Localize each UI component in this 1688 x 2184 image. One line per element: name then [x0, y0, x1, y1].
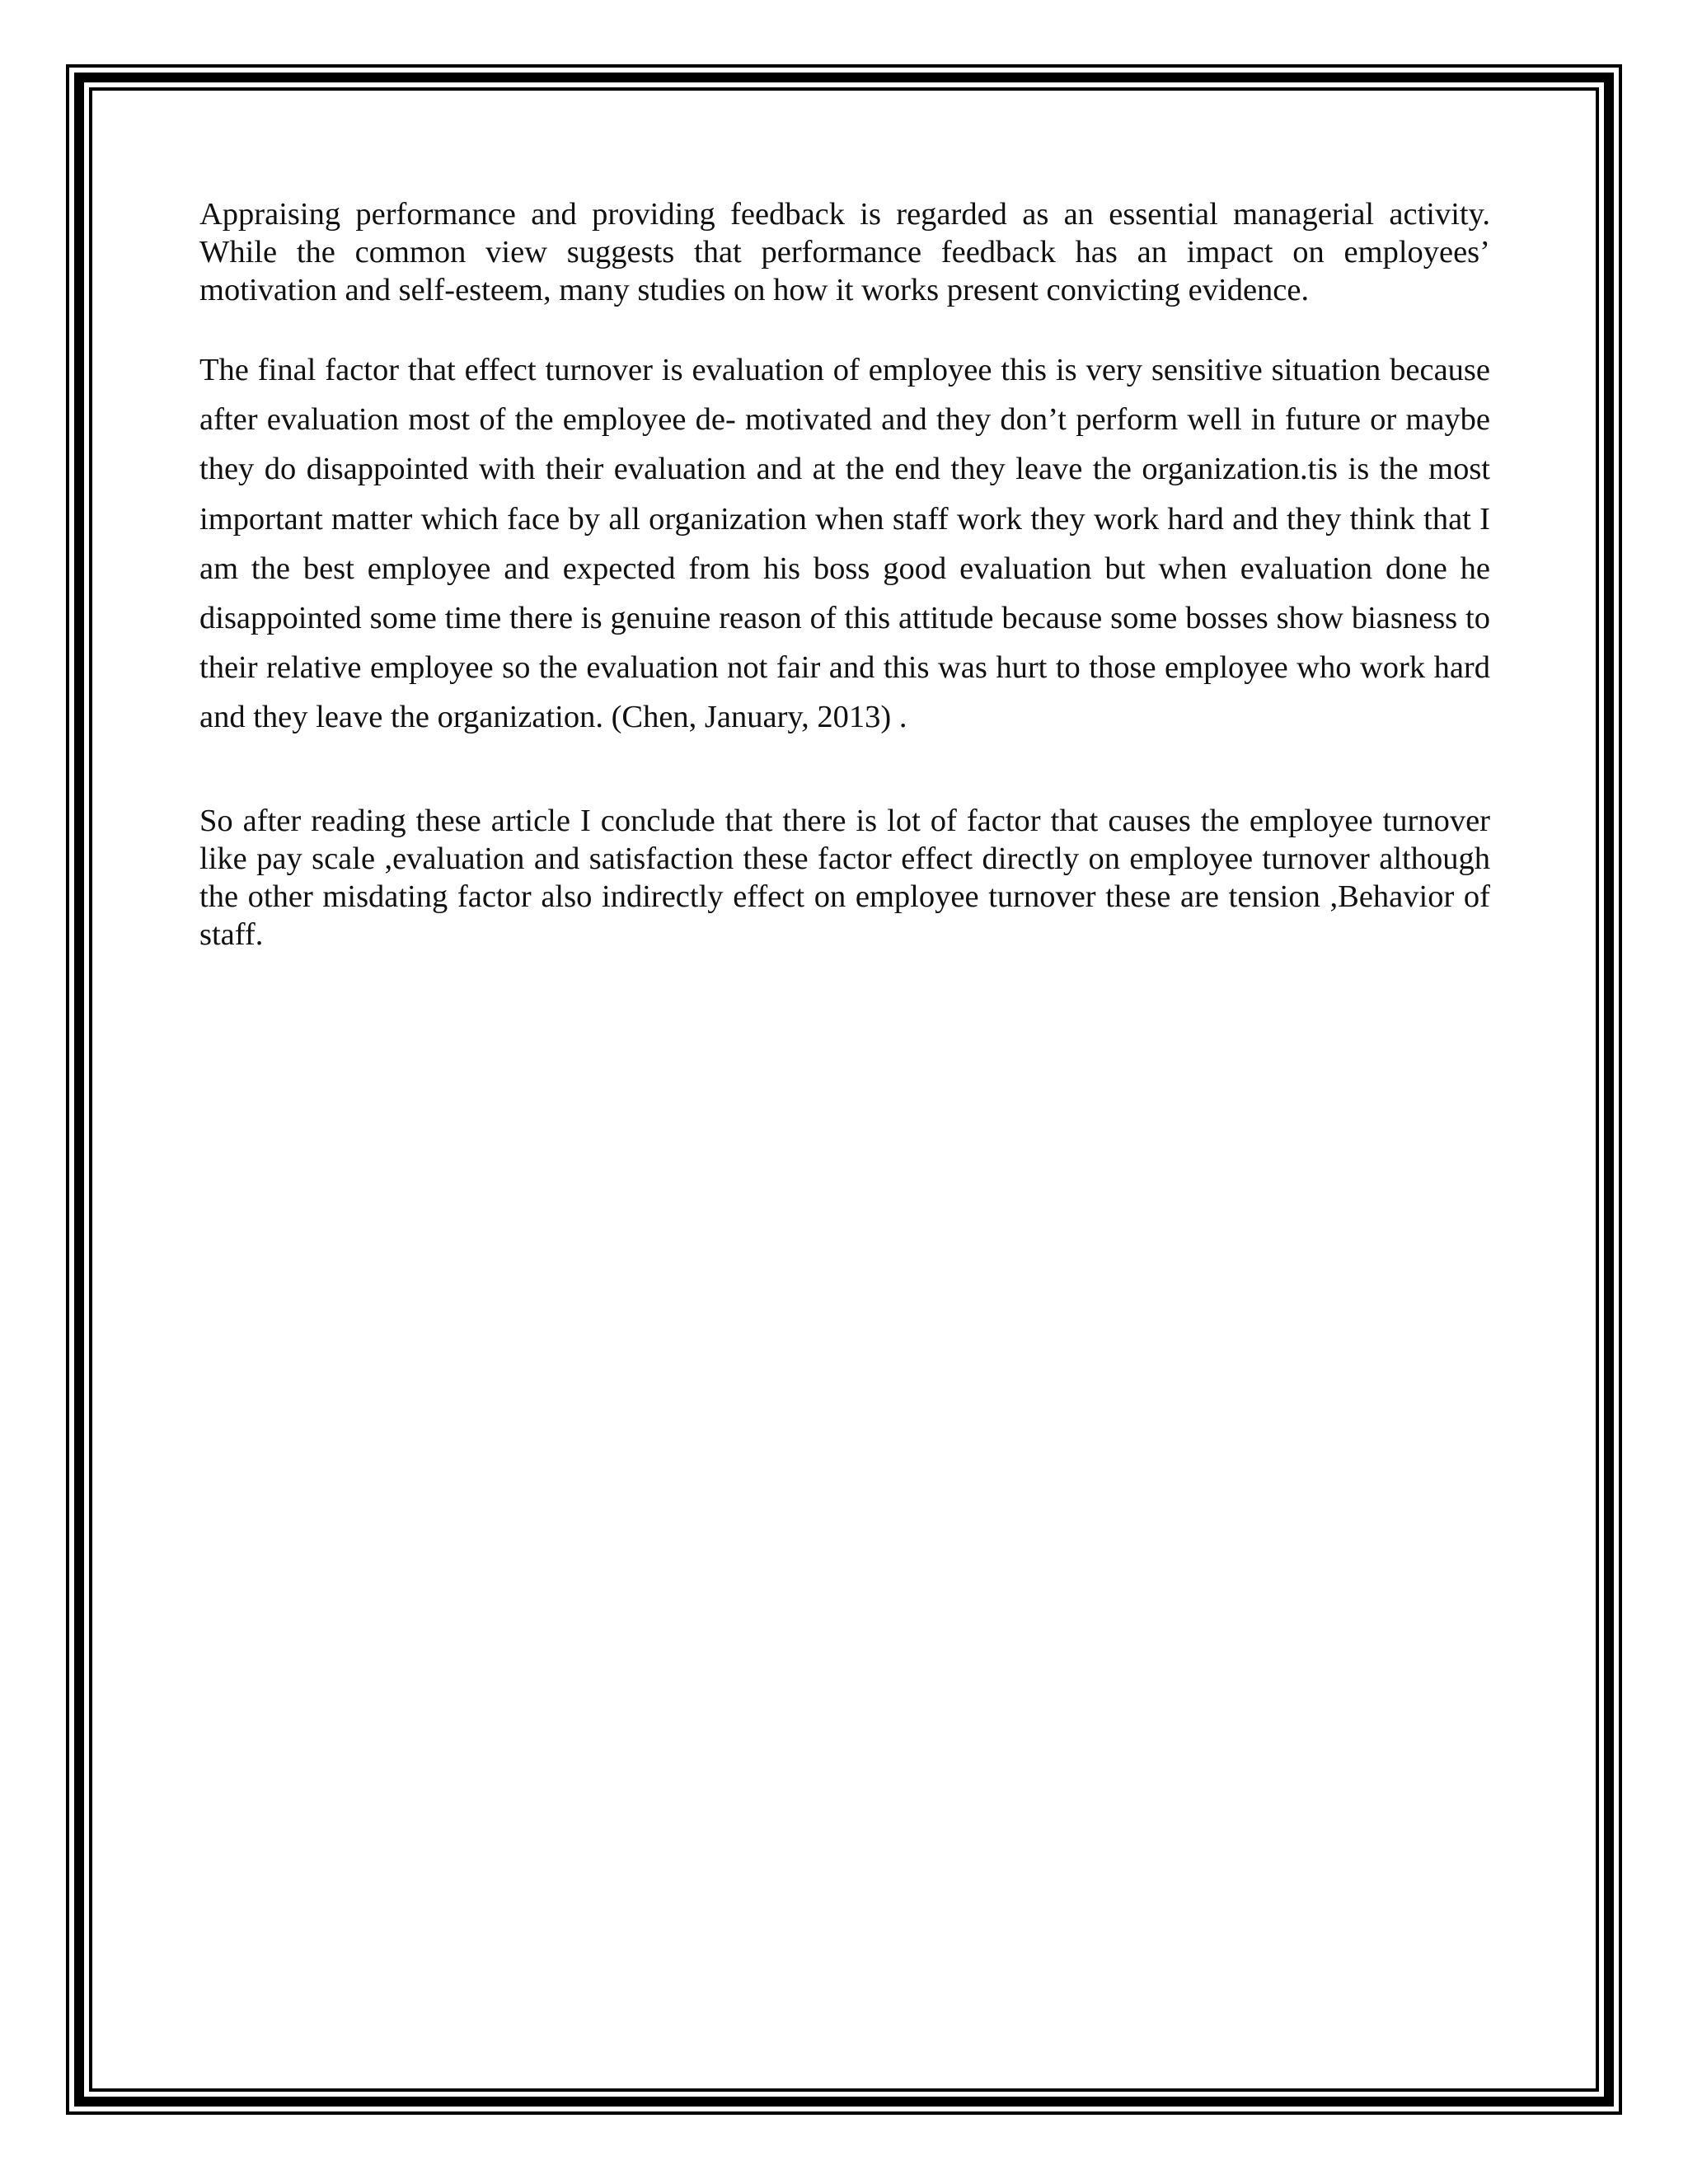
paragraph-feedback: Appraising performance and providing feedback is regarded as an essential managerial activity. While the common view suggests that performance feedback has an impact on employees’ motivation and self-esteem, many studies on how it works present convicting evidence.	[199, 197, 1490, 307]
paragraph-evaluation-factor: The final factor that effect turnover is evaluation of employee this is very sensitive situation because after evaluation most of the employee de- motivated and they don’t perform well in future or maybe they do disappointed with their evaluation and at the end they leave the organization.tis is the most important matter which face by all organization when staff work they work hard and they think that I am the best employee and expected from his boss good evaluation but when evaluation done he disappointed some time there is genuine reason of this attitude because some bosses show biasness to their relative employee so the evaluation not fair and this was hurt to those employee who work hard and they leave the organization. (Chen, January, 2013) .	[199, 353, 1490, 735]
document-body	[199, 195, 1490, 954]
paragraph-conclusion: So after reading these article I conclude that there is lot of factor that causes the employee turnover like pay scale ,evaluation and satisfaction these factor effect directly on employee turnover although the other misdating factor also indirectly effect on employee turnover these are tension ,Behavior of staff.	[199, 803, 1490, 952]
